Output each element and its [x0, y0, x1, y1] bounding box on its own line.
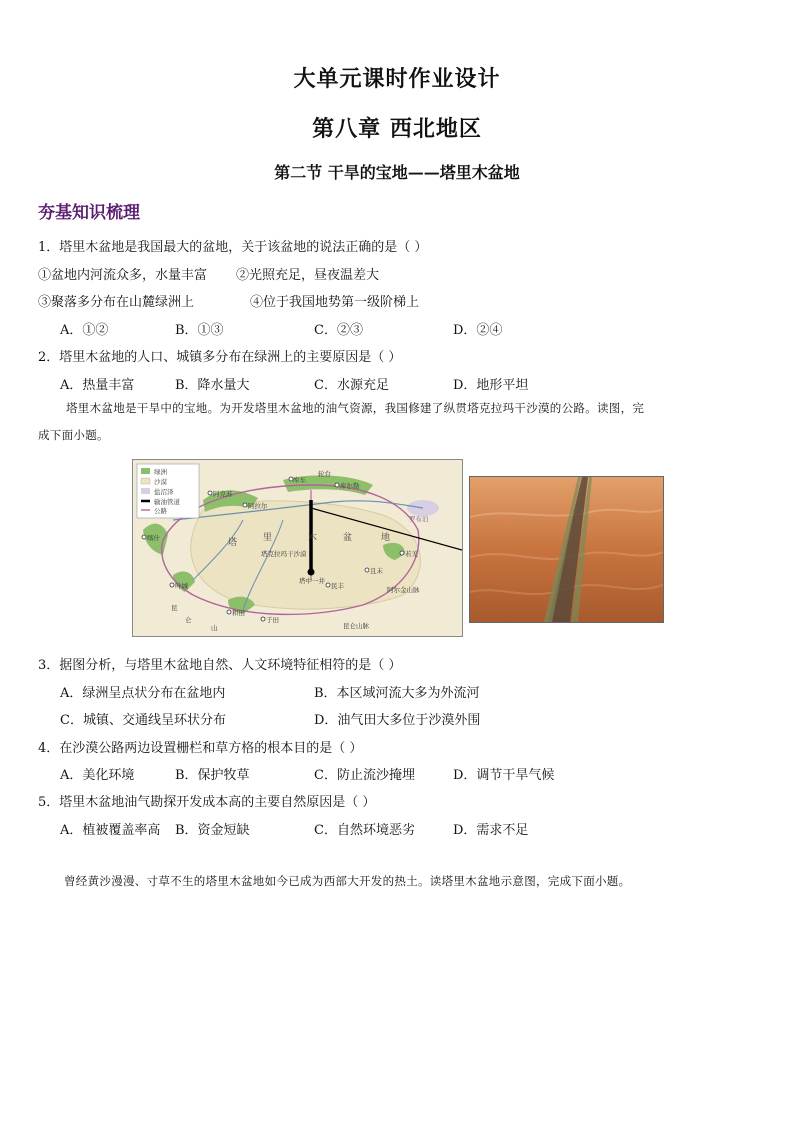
city-minfeng: 民丰 — [331, 582, 344, 590]
desert-highway-photo — [469, 476, 664, 623]
document-title: 大单元课时作业设计 — [293, 66, 501, 92]
question-5-option-c: C．自然环境恶劣 — [314, 823, 415, 838]
question-2-option-a: A．热量丰富 — [60, 378, 135, 393]
question-1-statement-1: ①盆地内河流众多，水量丰富 — [38, 268, 208, 283]
lake-label: 罗布泊 — [409, 515, 429, 523]
mountain-altun: 阿尔金山脉 — [387, 586, 420, 594]
question-5-option-a: A．植被覆盖率高 — [60, 823, 161, 838]
legend-label-salt-marsh: 盐沼泽 — [154, 488, 174, 496]
question-2-stem: 2．塔里木盆地的人口、城镇多分布在绿洲上的主要原因是（ ） — [38, 350, 402, 365]
city-hotan: 和田 — [232, 609, 245, 617]
city-dot-qiemo — [365, 568, 369, 572]
city-dot-yecheng — [170, 583, 174, 587]
passage-1-line-2: 成下面小题。 — [38, 428, 109, 442]
city-dot-hotan — [227, 610, 231, 614]
map-drawing — [133, 460, 462, 636]
city-aksu: 阿克苏 — [213, 490, 233, 498]
question-1-statement-4: ④位于我国地势第一级阶梯上 — [250, 295, 420, 310]
city-tazhong-well: 塔中一井 — [299, 577, 325, 585]
chapter-title: 第八章 西北地区 — [312, 116, 482, 142]
city-dot-korla — [335, 483, 339, 487]
question-1-option-d: D．②④ — [453, 323, 503, 338]
city-dot-minfeng — [326, 583, 330, 587]
question-5-option-d: D．需求不足 — [453, 823, 529, 838]
city-dot-aksu — [208, 491, 212, 495]
question-1-option-a: A．①② — [60, 323, 109, 338]
legend-oasis-swatch — [141, 468, 150, 474]
question-2-option-c: C．水源充足 — [314, 378, 389, 393]
question-5-option-b: B．资金短缺 — [175, 823, 250, 838]
question-1-option-c: C．②③ — [314, 323, 363, 338]
city-kashgar: 喀什 — [147, 534, 160, 542]
basin-char-4: 盆 — [343, 533, 353, 543]
city-korla: 库尔勒 — [340, 482, 360, 490]
tazhong-well-marker — [308, 569, 315, 576]
city-ruoqiang: 若羌 — [405, 550, 418, 558]
passage-2: 曾经黄沙漫漫、寸草不生的塔里木盆地如今已成为西部大开发的热土。读塔里木盆地示意图，完成下面小题。 — [64, 874, 631, 888]
legend-label-desert: 沙漠 — [154, 478, 167, 486]
legend-salt-marsh-swatch — [141, 488, 150, 494]
photo-drawing — [470, 477, 663, 622]
tarim-basin-map — [132, 459, 463, 637]
question-3-stem: 3．据图分析，与塔里木盆地自然、人文环境特征相符的是（ ） — [38, 658, 402, 673]
city-alar: 阿拉尔 — [248, 502, 268, 510]
question-4-option-c: C．防止流沙掩埋 — [314, 768, 415, 783]
question-4-stem: 4．在沙漠公路两边设置栅栏和草方格的根本目的是（ ） — [38, 741, 363, 756]
city-kuqa: 库车 — [293, 476, 306, 484]
question-3-option-c: C．城镇、交通线呈环状分布 — [60, 713, 226, 728]
legend-label-road: 公路 — [154, 507, 167, 515]
legend-desert-swatch — [141, 478, 150, 484]
question-1-option-b: B．①③ — [175, 323, 224, 338]
mountain-lun-char: 仑 — [185, 616, 192, 624]
basin-char-3: 木 — [308, 533, 318, 543]
question-4-option-d: D．调节干旱气候 — [453, 768, 555, 783]
section-title: 第二节 干旱的宝地——塔里木盆地 — [274, 163, 520, 182]
part-title: 夯基知识梳理 — [38, 203, 140, 223]
city-dot-alar — [243, 503, 247, 507]
question-4-option-a: A．美化环境 — [60, 768, 135, 783]
question-1-statement-3: ③聚落多分布在山麓绿洲上 — [38, 295, 195, 310]
legend-label-pipeline: 输油管道 — [154, 498, 180, 506]
question-1-stem: 1．塔里木盆地是我国最大的盆地，关于该盆地的说法正确的是（ ） — [38, 240, 428, 255]
city-luntai: 轮台 — [318, 470, 331, 478]
city-dot-kuqa — [289, 477, 293, 481]
legend-label-oasis: 绿洲 — [154, 468, 167, 476]
question-4-option-b: B．保护牧草 — [175, 768, 250, 783]
basin-char-1: 塔 — [228, 538, 238, 548]
basin-char-2: 里 — [263, 533, 273, 543]
mountain-kunlun: 昆仑山脉 — [343, 622, 369, 630]
question-3-option-a: A．绿洲呈点状分布在盆地内 — [60, 686, 226, 701]
city-dot-ruoqiang — [400, 551, 404, 555]
question-2-option-b: B．降水量大 — [175, 378, 250, 393]
city-dot-yutian — [261, 617, 265, 621]
city-dot-kashgar — [142, 535, 146, 539]
question-3-option-d: D．油气田大多位于沙漠外围 — [314, 713, 481, 728]
desert-label: 塔克拉玛干沙漠 — [261, 550, 307, 558]
passage-1-line-1: 塔里木盆地是干旱中的宝地。为开发塔里木盆地的油气资源，我国修建了纵贯塔克拉玛干沙漠的公路。读图，完 — [66, 401, 645, 415]
mountain-kun-char: 昆 — [171, 604, 178, 612]
city-yecheng: 叶城 — [175, 582, 188, 590]
question-2-option-d: D．地形平坦 — [453, 378, 529, 393]
city-qiemo: 且末 — [370, 567, 383, 575]
mountain-shan-char: 山 — [211, 624, 218, 632]
basin-char-5: 地 — [381, 533, 391, 543]
question-1-statement-2: ②光照充足，昼夜温差大 — [236, 268, 380, 283]
question-5-stem: 5．塔里木盆地油气勘探开发成本高的主要自然原因是（ ） — [38, 795, 376, 810]
city-yutian: 于田 — [266, 616, 279, 624]
question-3-option-b: B．本区域河流大多为外流河 — [314, 686, 480, 701]
